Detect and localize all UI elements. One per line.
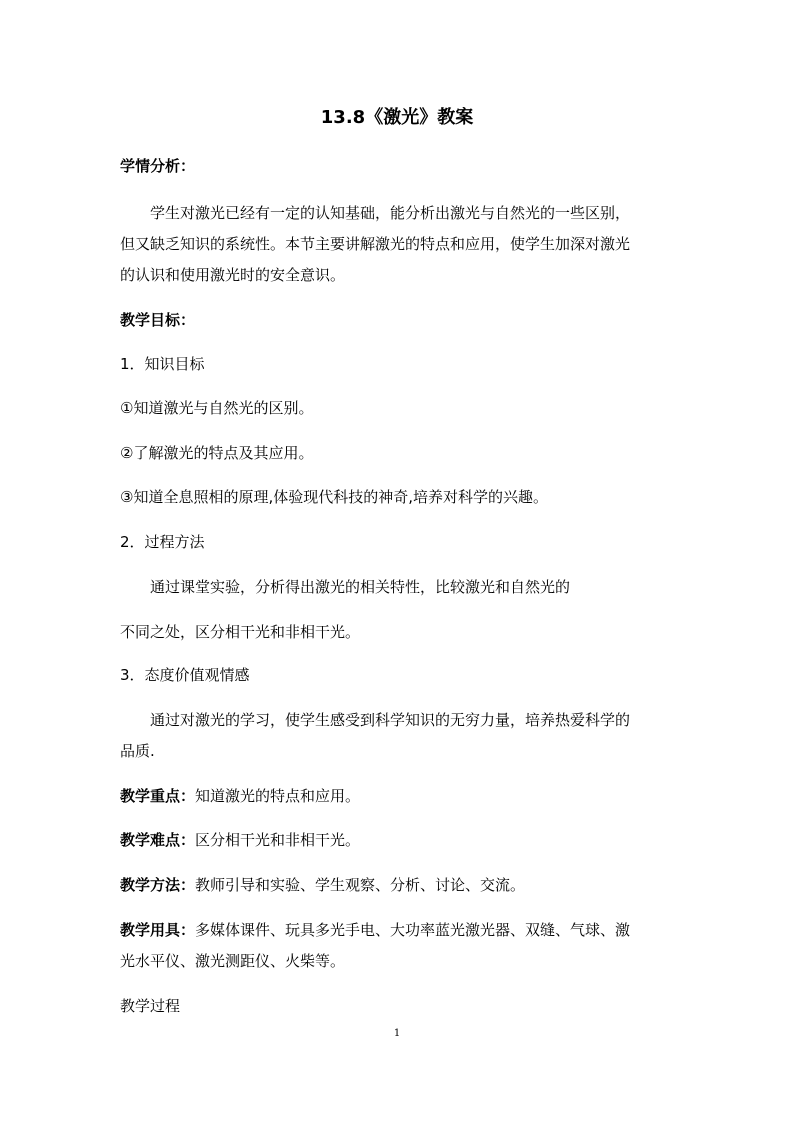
difficulty-line bbox=[120, 830, 675, 850]
document-title: 13.8《激光》教案 bbox=[320, 107, 474, 128]
objective-1-point-2: ②了解激光的特点及其应用。 bbox=[120, 444, 314, 462]
analysis-para-line-3: 的认识和使用激光时的安全意识。 bbox=[120, 266, 346, 284]
objective-3-title: 3．态度价值观情感 bbox=[120, 666, 250, 684]
objective-1-point-3: ③知道全息照相的原理,体验现代科技的神奇,培养对科学的兴趣。 bbox=[120, 488, 548, 506]
key-point-label: 教学重点： bbox=[120, 787, 196, 805]
tools-label: 教学用具： bbox=[120, 921, 196, 939]
objective-1-title: 1．知识目标 bbox=[120, 355, 205, 373]
objective-2-line-1: 通过课堂实验，分析得出激光的相关特性，比较激光和自然光的 bbox=[150, 578, 571, 596]
methods-text: 教师引导和实验、学生观察、分析、讨论、交流。 bbox=[195, 876, 526, 894]
key-point-text: 知道激光的特点和应用。 bbox=[195, 787, 361, 805]
objective-2-line-2: 不同之处，区分相干光和非相干光。 bbox=[120, 623, 361, 641]
tools-line-2: 光水平仪、激光测距仪、火柴等。 bbox=[120, 952, 346, 970]
process-heading: 教学过程 bbox=[120, 997, 181, 1015]
objective-1-point-1: ①知道激光与自然光的区别。 bbox=[120, 399, 314, 417]
methods-line bbox=[120, 875, 675, 895]
objective-2-title: 2．过程方法 bbox=[120, 533, 205, 551]
difficulty-label: 教学难点： bbox=[120, 831, 196, 849]
objective-3-line-1: 通过对激光的学习，使学生感受到科学知识的无穷力量，培养热爱科学的 bbox=[150, 711, 631, 729]
key-point-line bbox=[120, 786, 675, 806]
analysis-para-line-2: 但又缺乏知识的系统性。本节主要讲解激光的特点和应用，使学生加深对激光 bbox=[120, 235, 631, 253]
methods-label: 教学方法： bbox=[120, 876, 196, 894]
section-heading-objectives: 教学目标： bbox=[120, 311, 196, 329]
tools-line bbox=[120, 920, 675, 940]
analysis-para-line-1: 学生对激光已经有一定的认知基础，能分析出激光与自然光的一些区别， bbox=[150, 204, 631, 222]
objective-3-line-2: 品质. bbox=[120, 742, 155, 760]
page-number: 1 bbox=[393, 1028, 401, 1039]
tools-text-1: 多媒体课件、玩具多光手电、大功率蓝光激光器、双缝、气球、激 bbox=[195, 921, 631, 939]
section-heading-analysis: 学情分析： bbox=[120, 157, 196, 175]
difficulty-text: 区分相干光和非相干光。 bbox=[195, 831, 361, 849]
